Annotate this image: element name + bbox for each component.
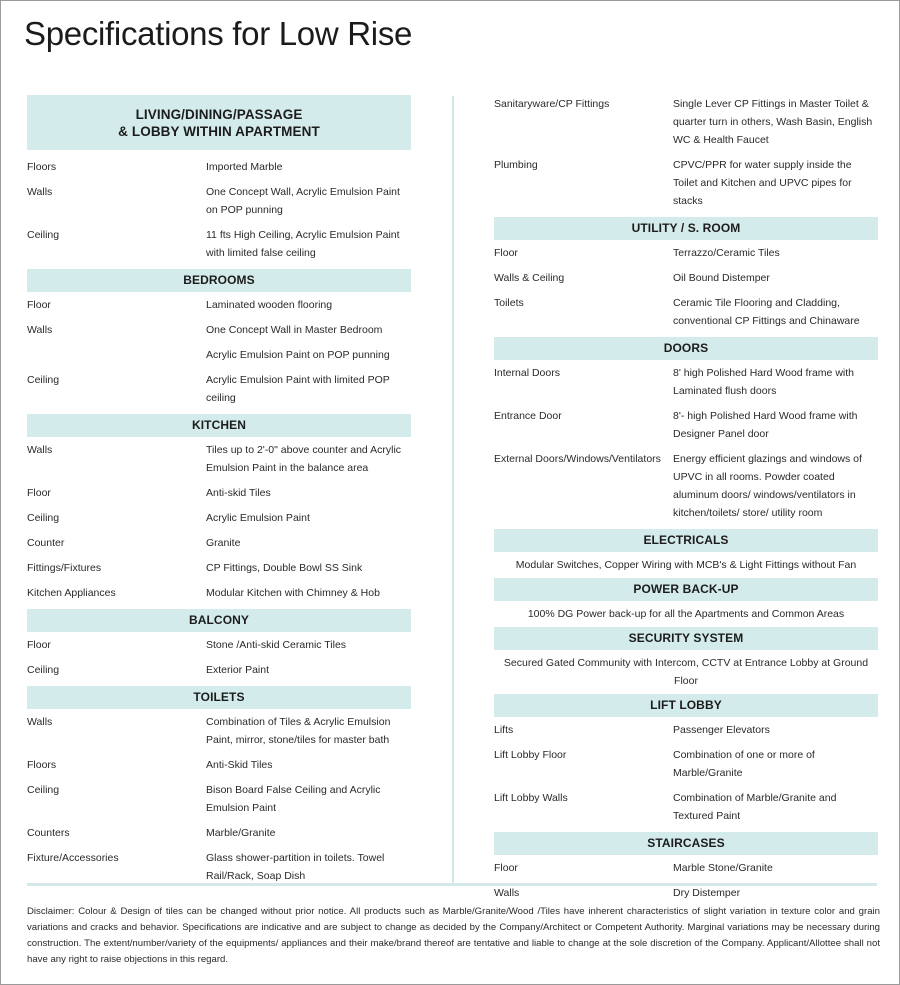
section-heading-line: LIVING/DINING/PASSAGE — [135, 106, 303, 122]
spec-value: 8' high Polished Hard Wood frame with Laminated flush doors — [673, 367, 854, 397]
spec-value: Anti-Skid Tiles — [206, 759, 273, 771]
section-heading-lift-lobby: LIFT LOBBY — [494, 694, 878, 717]
spec-label: Floors — [27, 759, 57, 771]
spec-label: Lift Lobby Walls — [494, 792, 568, 804]
spec-row — [27, 183, 411, 219]
spec-label: Ceiling — [27, 784, 60, 796]
spec-value: Exterior Paint — [206, 664, 270, 676]
spec-label: Floor — [27, 487, 51, 499]
spec-value: Combination of one or more of Marble/Granite — [673, 749, 815, 779]
spec-value: Passenger Elevators — [673, 724, 770, 736]
spec-label: Walls — [27, 186, 53, 198]
spec-value: Stone /Anti-skid Ceramic Tiles — [206, 639, 347, 651]
spec-value: CPVC/PPR for water supply inside the Toilet and Kitchen and UPVC pipes for stacks — [673, 159, 852, 207]
spec-label: Walls — [494, 887, 520, 899]
section-heading-living — [27, 95, 411, 150]
spec-label: Entrance Door — [494, 410, 562, 422]
spec-value: Imported Marble — [206, 161, 283, 173]
spec-row — [494, 450, 878, 522]
spec-label: Walls & Ceiling — [494, 272, 565, 284]
spec-row — [27, 441, 411, 477]
spec-value: Acrylic Emulsion Paint on POP punning — [206, 349, 390, 361]
section-heading-security: SECURITY SYSTEM — [494, 627, 878, 650]
spec-row — [27, 296, 411, 314]
spec-label: Counters — [27, 827, 70, 839]
spec-value: Tiles up to 2'-0" above counter and Acrylic Emulsion Paint in the balance area — [206, 444, 402, 474]
spec-row — [494, 407, 878, 443]
spec-label: Floor — [27, 299, 51, 311]
spec-value: Marble/Granite — [206, 827, 276, 839]
spec-value: Laminated wooden flooring — [206, 299, 333, 311]
right-column — [494, 95, 878, 909]
spec-row — [27, 849, 411, 885]
spec-row — [27, 371, 411, 407]
spec-row — [27, 484, 411, 502]
spec-label: Walls — [27, 444, 53, 456]
spec-label: Plumbing — [494, 159, 538, 171]
spec-value: Combination of Tiles & Acrylic Emulsion Paint, mirror, stone/tiles for master bath — [206, 716, 391, 746]
spec-row — [27, 226, 411, 262]
spec-label: Ceiling — [27, 229, 60, 241]
spec-row — [27, 158, 411, 176]
section-heading-utility: UTILITY / S. ROOM — [494, 217, 878, 240]
spec-row — [27, 661, 411, 679]
spec-value: Energy efficient glazings and windows of UPVC in all rooms. Powder coated aluminum doors/ windows/ventilators in kitchen/toilets/ store/ utility room — [673, 453, 862, 519]
spec-value: Anti-skid Tiles — [206, 487, 271, 499]
spec-value: Acrylic Emulsion Paint — [206, 512, 310, 524]
spec-label: Walls — [27, 324, 53, 336]
spec-row — [27, 636, 411, 654]
spec-label: Lift Lobby Floor — [494, 749, 567, 761]
spec-value: Glass shower-partition in toilets. Towel Rail/Rack, Soap Dish — [206, 852, 385, 882]
spec-label: Sanitaryware/CP Fittings — [494, 98, 610, 110]
spec-row — [494, 364, 878, 400]
spec-label: Walls — [27, 716, 53, 728]
spec-value: One Concept Wall in Master Bedroom — [206, 324, 383, 336]
section-heading-line: & LOBBY WITHIN APARTMENT — [118, 123, 320, 139]
spec-label: External Doors/Windows/Ventilators — [494, 453, 661, 465]
spec-label: Lifts — [494, 724, 514, 736]
spec-value: Acrylic Emulsion Paint with limited POP ceiling — [206, 374, 390, 404]
section-heading-electricals: ELECTRICALS — [494, 529, 878, 552]
spec-row — [494, 859, 878, 877]
spec-label — [27, 346, 206, 364]
spec-value: CP Fittings, Double Bowl SS Sink — [206, 562, 363, 574]
spec-value: Combination of Marble/Granite and Textured Paint — [673, 792, 837, 822]
spec-label: Ceiling — [27, 512, 60, 524]
spec-label: Floor — [494, 862, 518, 874]
spec-row — [27, 559, 411, 577]
spec-row — [27, 713, 411, 749]
spec-row — [27, 781, 411, 817]
spec-value: Terrazzo/Ceramic Tiles — [673, 247, 780, 259]
spec-text: Secured Gated Community with Intercom, CCTV at Entrance Lobby at Ground Floor — [503, 657, 869, 687]
spec-text: Modular Switches, Copper Wiring with MCB's & Light Fittings without Fan — [515, 559, 857, 571]
spec-label: Toilets — [494, 297, 524, 309]
spec-value: Dry Distemper — [673, 887, 741, 899]
spec-row — [494, 884, 878, 902]
section-heading-balcony: BALCONY — [27, 609, 411, 632]
spec-value: One Concept Wall, Acrylic Emulsion Paint on POP punning — [206, 186, 400, 216]
spec-label: Floor — [27, 639, 51, 651]
spec-value: Single Lever CP Fittings in Master Toilet & quarter turn in others, Wash Basin, English WC & Health Faucet — [673, 98, 873, 146]
spec-row — [27, 824, 411, 842]
spec-label: Floor — [494, 247, 518, 259]
left-column — [27, 95, 411, 892]
section-heading-toilets: TOILETS — [27, 686, 411, 709]
bottom-divider — [27, 883, 877, 886]
spec-value: Granite — [206, 537, 241, 549]
spec-row — [27, 346, 411, 364]
section-heading-doors: DOORS — [494, 337, 878, 360]
spec-label: Ceiling — [27, 664, 60, 676]
spec-value: Modular Kitchen with Chimney & Hob — [206, 587, 380, 599]
spec-row — [27, 321, 411, 339]
spec-value: 11 fts High Ceiling, Acrylic Emulsion Paint with limited false ceiling — [206, 229, 400, 259]
section-heading-staircases: STAIRCASES — [494, 832, 878, 855]
page-title: Specifications for Low Rise — [24, 15, 413, 52]
spec-label: Kitchen Appliances — [27, 587, 116, 599]
spec-label: Internal Doors — [494, 367, 560, 379]
section-heading-kitchen: KITCHEN — [27, 414, 411, 437]
spec-value: Ceramic Tile Flooring and Cladding, conventional CP Fittings and Chinaware — [673, 297, 860, 327]
spec-row — [27, 756, 411, 774]
spec-row — [27, 509, 411, 527]
spec-value: 8'- high Polished Hard Wood frame with Designer Panel door — [673, 410, 858, 440]
spec-row — [494, 746, 878, 782]
spec-row — [494, 95, 878, 149]
spec-label: Ceiling — [27, 374, 60, 386]
spec-row — [27, 534, 411, 552]
section-heading-power-backup: POWER BACK-UP — [494, 578, 878, 601]
spec-text: 100% DG Power back-up for all the Apartments and Common Areas — [527, 608, 845, 620]
spec-row — [494, 721, 878, 739]
spec-value: Bison Board False Ceiling and Acrylic Emulsion Paint — [206, 784, 381, 814]
spec-label: Fixture/Accessories — [27, 852, 119, 864]
spec-row — [494, 789, 878, 825]
spec-value: Marble Stone/Granite — [673, 862, 773, 874]
spec-label: Counter — [27, 537, 65, 549]
spec-value: Oil Bound Distemper — [673, 272, 770, 284]
spec-row — [494, 269, 878, 287]
section-heading-bedrooms: BEDROOMS — [27, 269, 411, 292]
spec-row — [494, 244, 878, 262]
spec-row — [494, 156, 878, 210]
spec-row — [494, 294, 878, 330]
disclaimer-text: Disclaimer: Colour & Design of tiles can be changed without prior notice. All products such as Marble/Granite/Wood /Tiles have inherent characteristics of slight variation in texture color and grain variations and cracks and behavior. Specifications are indicative and are subject to change as decided by the Company/Architect or Competent Authority. Marginal variations may be necessary during construction. The extent/number/variety of the equipments/ appliances and their make/brand thereof are tentative and liable to change at the sole discretion of the Company. Applicant/Allottee shall not have any right to raise objections in this regard. — [27, 906, 880, 965]
column-divider — [452, 96, 454, 886]
spec-label: Floors — [27, 161, 57, 173]
spec-label: Fittings/Fixtures — [27, 562, 102, 574]
spec-row — [27, 584, 411, 602]
